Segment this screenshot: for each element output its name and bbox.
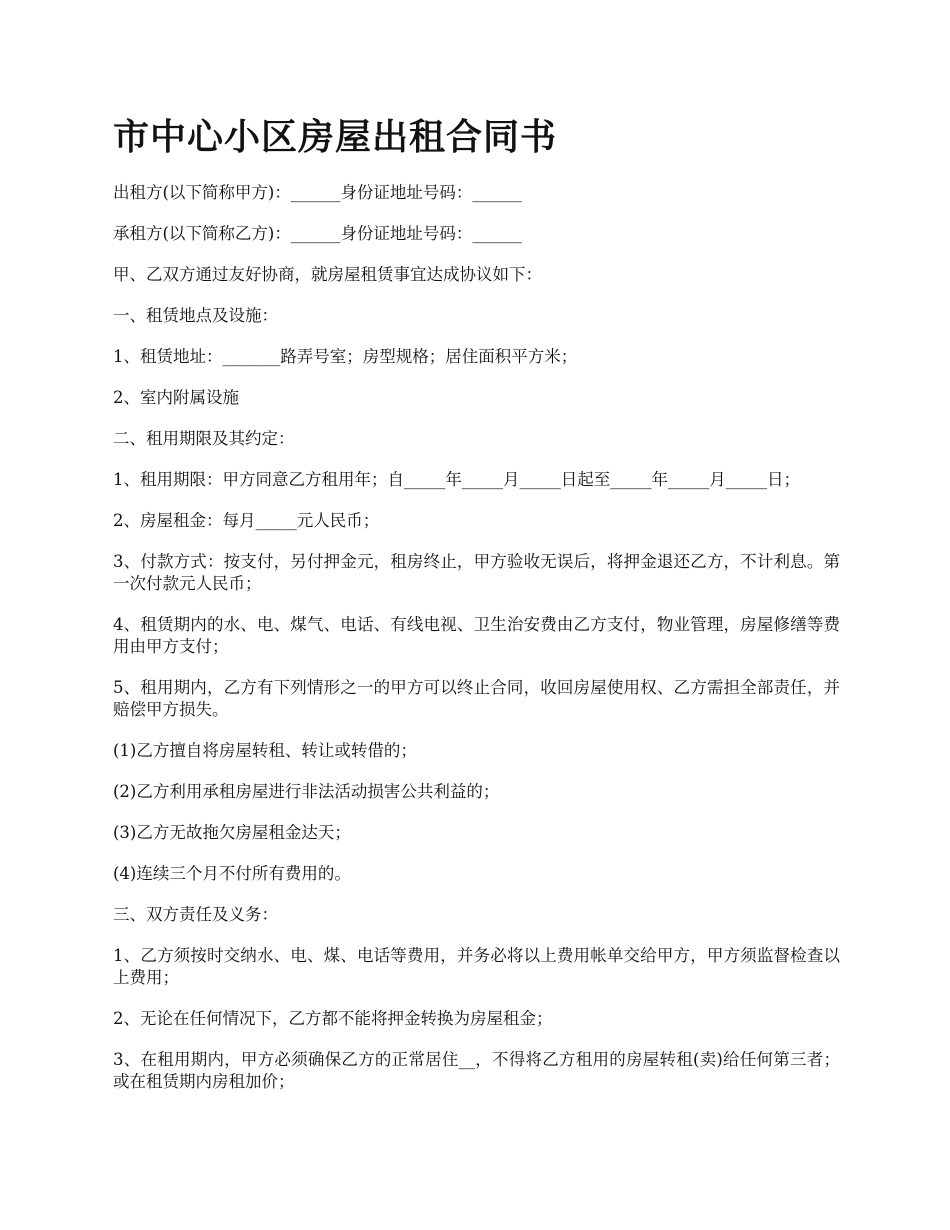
lessee-line: 承租方(以下简称乙方)：______身份证地址号码：______: [113, 224, 522, 243]
termination-item: (1)乙方擅自将房屋转租、转让或转借的；: [113, 741, 417, 760]
clause-term: 1、租用期限：甲方同意乙方租用年；自_____年_____月_____日起至_____年_____月_____日；: [113, 470, 800, 489]
agreement-intro: 甲、乙双方通过友好协商，就房屋租赁事宜达成协议如下：: [113, 265, 542, 284]
clause-termination: 5、租用期内，乙方有下列情形之一的甲方可以终止合同，收回房屋使用权、乙方需担全部责任，并赔偿甲方损失。: [113, 678, 840, 719]
section-heading-term: 二、租用期限及其约定：: [113, 429, 295, 448]
duty-clause: 3、在租用期内，甲方必须确保乙方的正常居住__，不得将乙方租用的房屋转租(卖)给任何第三者；或在租赁期内房租加价；: [113, 1050, 840, 1091]
section-heading-location: 一、租赁地点及设施：: [113, 306, 278, 325]
document-title: 市中心小区房屋出租合同书: [113, 116, 558, 158]
clause-utilities: 4、租赁期内的水、电、煤气、电话、有线电视、卫生治安费由乙方支付，物业管理，房屋修缮等费用由甲方支付；: [113, 615, 840, 656]
document-page: [113, 112, 840, 1112]
duty-clause: 1、乙方须按时交纳水、电、煤、电话等费用，并务必将以上费用帐单交给甲方，甲方须监督检查以上费用；: [113, 946, 840, 987]
termination-item: (2)乙方利用承租房屋进行非法活动损害公共利益的；: [113, 782, 500, 801]
clause-address: 1、租赁地址：_______路弄号室；房型规格；居住面积平方米；: [113, 347, 578, 366]
lessor-line: 出租方(以下简称甲方)：______身份证地址号码：______: [113, 183, 522, 202]
termination-item: (3)乙方无故拖欠房屋租金达天；: [113, 823, 351, 842]
termination-item: (4)连续三个月不付所有费用的。: [113, 864, 351, 883]
duty-clause: 2、无论在任何情况下，乙方都不能将押金转换为房屋租金；: [113, 1009, 553, 1028]
section-heading-duties: 三、双方责任及义务：: [113, 905, 278, 924]
clause-payment: 3、付款方式：按支付，另付押金元，租房终止，甲方验收无误后，将押金退还乙方，不计利息。第一次付款元人民币；: [113, 552, 840, 593]
clause-rent: 2、房屋租金：每月_____元人民币；: [113, 511, 380, 530]
clause-facilities: 2、室内附属设施: [113, 388, 239, 407]
